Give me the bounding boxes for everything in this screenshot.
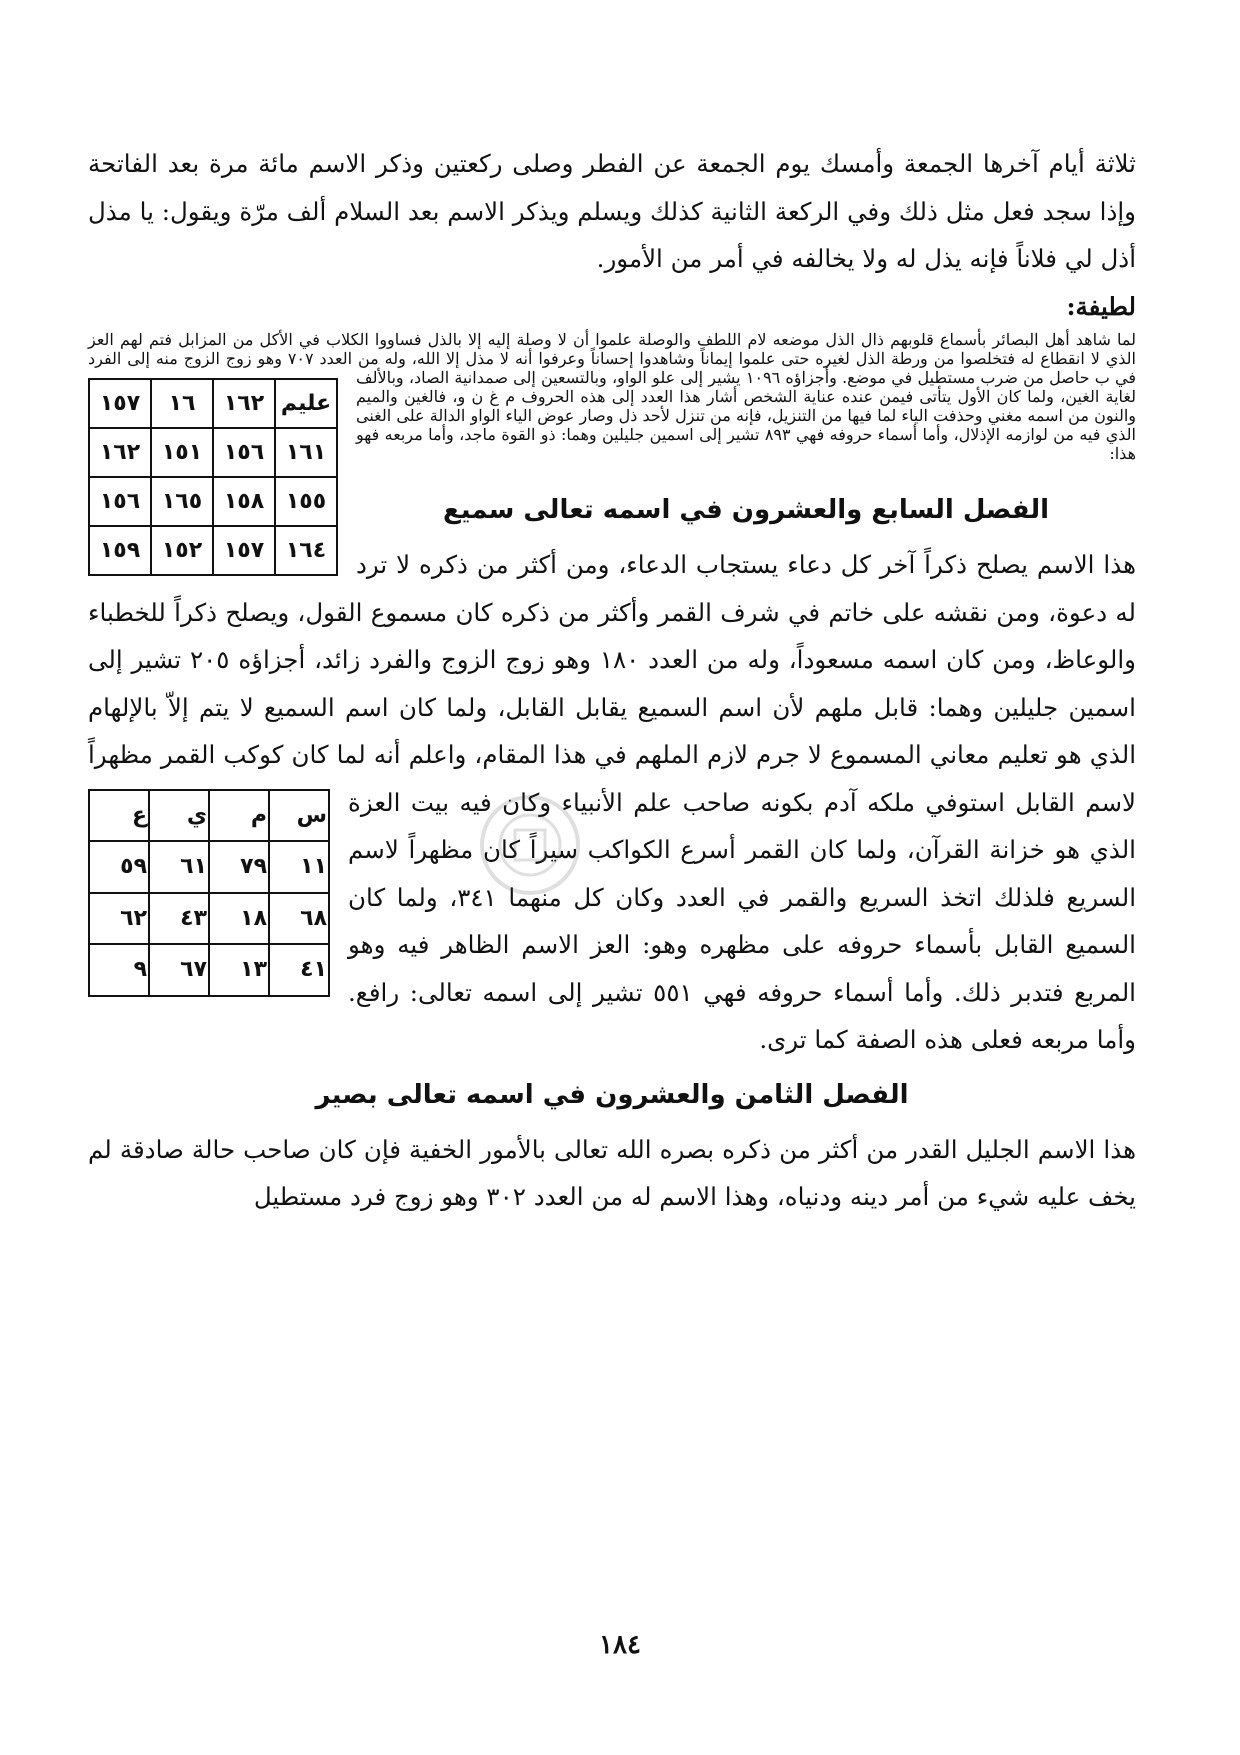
table-row <box>89 526 337 575</box>
table-cell: ١٥٥ <box>275 477 337 526</box>
section-heading-28: الفصل الثامن والعشرون في اسمه تعالى بصير <box>315 1079 909 1110</box>
table-cell: ٦٧ <box>149 944 209 996</box>
book-page <box>88 140 1136 1221</box>
table-cell: ١٥٢ <box>151 526 213 575</box>
table-cell: م <box>209 790 269 842</box>
paragraph-3-body-start: هذا الاسم يصلح ذكراً آخر كل دعاء يستجاب الدعاء، ومن أكثر من ذكره لا ترد له دعوة، ومن نقشه على خاتم في شرف القمر وأكثر من ذكره كان مسموع القول، ويصلح ذكراً للخطباء والوعاظ، ومن كان اسمه مسعوداً، وله من العدد ١٨٠ وهو زوج الزوج والفرد زائد، أجزاؤه ٢٠٥ تشير إلى اسمين جليلين وهما: قابل ملهم لأن اسم السميع يقابل القابل، ولما كان اسم السميع لا يتم إلاّ بالإلهام الذي هو تعليم معاني المسموع لا جرم لازم الملهم في هذا المقام، واعلم أنه لما كان كوكب القمر مظهراً <box>88 550 1137 769</box>
table-cell: ١٥٦ <box>213 428 275 477</box>
table-cell: عليم <box>275 379 337 428</box>
table-cell: ١٥٧ <box>213 526 275 575</box>
magic-square-table-1 <box>88 378 338 576</box>
table-row <box>89 944 329 996</box>
paragraph-3-body <box>88 550 1136 1054</box>
table-cell: ١٥٩ <box>89 526 151 575</box>
paragraph-1: ثلاثة أيام آخرها الجمعة وأمسك يوم الجمعة عن الفطر وصلى ركعتين وذكر الاسم مائة مرة بعد الفاتحة وإذا سجد فعل مثل ذلك وفي الركعة الثانية كذلك ويسلم ويذكر الاسم بعد السلام ألف مرّة ويقول: يا مذل أذل لي فلاناً فإنه يذل له ولا يخالفه في أمر من الأمور. <box>88 149 1136 273</box>
table-row <box>89 893 329 945</box>
table-cell: ٦٢ <box>89 893 149 945</box>
table-cell: ٦١ <box>149 841 209 893</box>
table-cell: ١٥٧ <box>89 379 151 428</box>
table-cell: س <box>269 790 329 842</box>
magic-square-table-2 <box>88 789 330 997</box>
library-stamp-icon <box>470 790 590 900</box>
paragraph-4: هذا الاسم الجليل القدر من أكثر من ذكره بصره الله تعالى بالأمور الخفية فإن كان صاحب حالة صادقة لم يخف عليه شيء من أمر دينه ودنياه، وهذا الاسم له من العدد ٣٠٢ وهو زوج فرد مستطيل <box>88 1134 1136 1211</box>
table-cell: ١٦٢ <box>213 379 275 428</box>
paragraph-2-body-start: لما شاهد أهل البصائر بأسماع قلوبهم ذال الذل موضعه لام اللطف والوصلة علموا أن لا وصلة إليه إلا بالذل فساووا الكلاب في الأكل من المزابل فتم لهم العز الذي لا انقطاع له فتخلصوا من ورطة الذل لغيره حتى علموا إيماناً وشاهدوا إحساناً وعرفوا أنه لا مذل إلا الله، وله من العدد ٧٠٧ وهو زوج الزوج منه إلى الفرد في ب حاصل من ضرب مستطيل في موضع. وأجزاؤه ١٠٩٦ يشير إلى <box>88 330 1136 387</box>
table-cell: ١٥٦ <box>89 477 151 526</box>
paragraph-2-lead: لطيفة: <box>1066 291 1136 321</box>
table-cell: ١٦١ <box>275 428 337 477</box>
table-cell: ٦٨ <box>269 893 329 945</box>
table-cell: ي <box>149 790 209 842</box>
table-row <box>89 379 337 428</box>
table-cell: ع <box>89 790 149 842</box>
table-cell: ١٦٤ <box>275 526 337 575</box>
table-cell: ٤١ <box>269 944 329 996</box>
table-cell: ٩ <box>89 944 149 996</box>
table-cell: ١٦٢ <box>89 428 151 477</box>
paragraph-3-body-rest: لاسم القابل استوفي ملكه آدم بكونه صاحب علم الأنبياء وكان فيه بيت العزة الذي هو خزانة القرآن، ولما كان القمر أسرع الكواكب سيراً كان مظهراً لاسم السريع فلذلك اتخذ السريع والقمر في العدد وكان كل منهما ٣٤١، ولما كان السميع القابل بأسماء حروفه على مظهره وهو: العز الاسم الظاهر فيه وهو المربع فتدبر ذلك. وأما أسماء حروفه فهي ٥٥١ تشير إلى اسمه تعالى: رافع. وأما مربعه فعلى هذه الصفة كما ترى. <box>348 787 1136 1054</box>
paragraph-2-body-rest: علو الواو، وبالتسعين إلى صمدانية الصاد، وبالألف لغاية الغين، ولما كان الأول يتأتى فيمن عنده عناية الشخص أشار هذا العدد إلى هذه الحروف م غ ن و، فالغين والميم والنون من اسمه مغني وحذفت الياء لما فيها من التنزيل، فإنه من تنزل لأحد ذل وصار عوض الياء الواو الدالة على الغنى الذي فيه من لوازمه الإذلال، وأما أسماء حروفه فهي ٨٩٣ تشير إلى اسمين جليلين وهما: ذو القوة ماجد، وأما مربعه فهو هذا: <box>356 368 1136 463</box>
table-cell: ١١ <box>269 841 329 893</box>
table-cell: ١٦٥ <box>151 477 213 526</box>
paragraph-2 <box>88 283 1136 331</box>
table-cell: ١٣ <box>209 944 269 996</box>
table-row <box>89 428 337 477</box>
table-cell: ١٥٨ <box>213 477 275 526</box>
table-row <box>89 477 337 526</box>
table-cell: ٧٩ <box>209 841 269 893</box>
page-number: ١٨٤ <box>599 1630 641 1660</box>
table-cell: ١٥١ <box>151 428 213 477</box>
table-row <box>89 841 329 893</box>
table-row <box>89 790 329 842</box>
section-heading-27: الفصل السابع والعشرون في اسمه تعالى سميع <box>442 495 1050 525</box>
table-cell: ١٦ <box>151 379 213 428</box>
table-cell: ٤٣ <box>149 893 209 945</box>
table-cell: ٥٩ <box>89 841 149 893</box>
table-cell: ١٨ <box>209 893 269 945</box>
paragraph-3 <box>88 541 1136 1064</box>
